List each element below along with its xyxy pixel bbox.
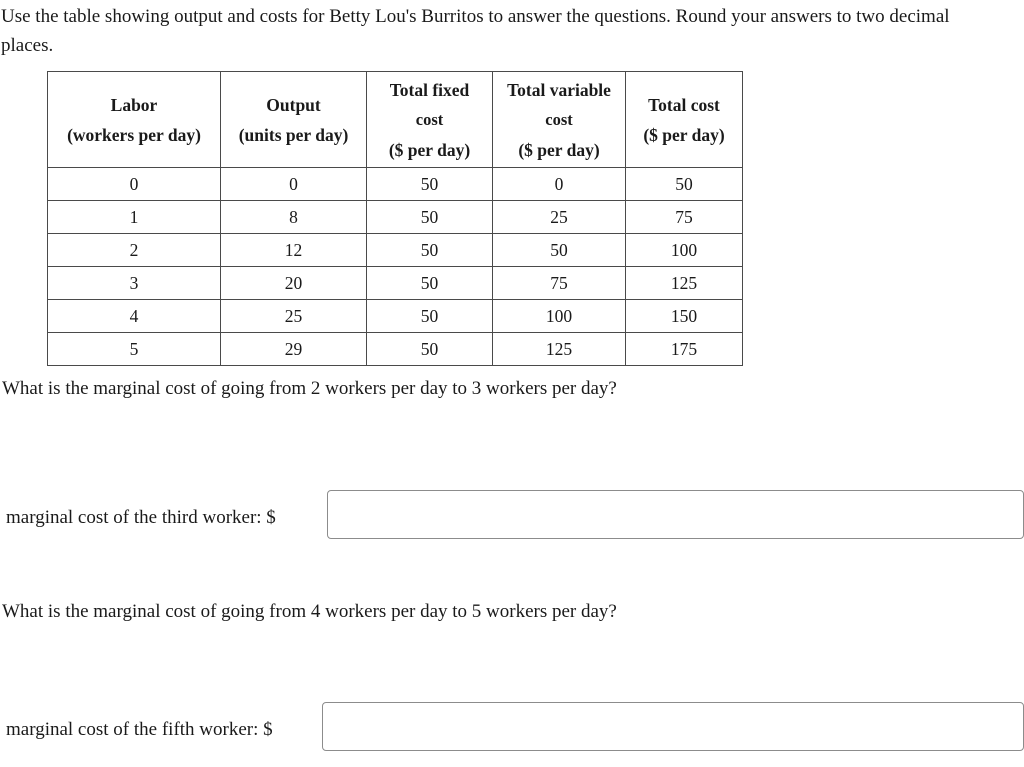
- cell-fixed-cost: 50: [367, 300, 493, 333]
- table-row: [48, 168, 743, 201]
- cell-total-cost: 150: [626, 300, 743, 333]
- cell-output: 0: [221, 168, 367, 201]
- cell-output: 25: [221, 300, 367, 333]
- header-output: [221, 72, 367, 168]
- header-total-cost: [626, 72, 743, 168]
- cell-variable-cost: 25: [493, 201, 626, 234]
- header-labor: [48, 72, 221, 168]
- cell-total-cost: 175: [626, 333, 743, 366]
- cell-variable-cost: 100: [493, 300, 626, 333]
- question-2-text: What is the marginal cost of going from 4 workers per day to 5 workers per day?: [2, 601, 617, 622]
- header-fixed-title: Total fixed: [389, 79, 470, 100]
- cell-labor: 1: [48, 201, 221, 234]
- header-fixed-cost-word: cost: [415, 109, 444, 129]
- third-worker-label: marginal cost of the third worker: $: [6, 507, 276, 528]
- header-variable-cost: [493, 72, 626, 168]
- cell-total-cost: 100: [626, 234, 743, 267]
- header-labor-title: Labor: [110, 94, 158, 115]
- cell-fixed-cost: 50: [367, 234, 493, 267]
- header-fixed-cost: [367, 72, 493, 168]
- header-total-unit: ($ per day): [643, 124, 725, 145]
- cell-labor: 2: [48, 234, 221, 267]
- cell-fixed-cost: 50: [367, 168, 493, 201]
- cell-total-cost: 125: [626, 267, 743, 300]
- cell-output: 12: [221, 234, 367, 267]
- instructions-text: Use the table showing output and costs for Betty Lou's Burritos to answer the questions. Round your answers to two decimal places.: [1, 6, 950, 56]
- cell-labor: 4: [48, 300, 221, 333]
- header-output-title: Output: [266, 94, 321, 115]
- cell-variable-cost: 75: [493, 267, 626, 300]
- cell-output: 8: [221, 201, 367, 234]
- cell-labor: 5: [48, 333, 221, 366]
- cell-fixed-cost: 50: [367, 333, 493, 366]
- cell-fixed-cost: 50: [367, 201, 493, 234]
- cell-variable-cost: 125: [493, 333, 626, 366]
- cell-labor: 3: [48, 267, 221, 300]
- header-fixed-unit: ($ per day): [388, 139, 471, 160]
- cell-fixed-cost: 50: [367, 267, 493, 300]
- cell-labor: 0: [48, 168, 221, 201]
- question-1-text: What is the marginal cost of going from 2 workers per day to 3 workers per day?: [2, 378, 617, 399]
- fifth-worker-answer-input[interactable]: [322, 702, 1024, 751]
- cell-variable-cost: 50: [493, 234, 626, 267]
- header-labor-unit: (workers per day): [67, 124, 201, 145]
- table-row: [48, 267, 743, 300]
- header-variable-unit: ($ per day): [518, 139, 600, 160]
- cell-total-cost: 50: [626, 168, 743, 201]
- header-output-unit: (units per day): [238, 124, 349, 145]
- table-row: [48, 333, 743, 366]
- fifth-worker-label: marginal cost of the fifth worker: $: [6, 719, 273, 740]
- cost-table: [47, 71, 743, 366]
- cell-variable-cost: 0: [493, 168, 626, 201]
- header-variable-cost-word: cost: [545, 109, 573, 129]
- table-row: [48, 300, 743, 333]
- cell-output: 29: [221, 333, 367, 366]
- cell-output: 20: [221, 267, 367, 300]
- table-row: [48, 234, 743, 267]
- third-worker-answer-input[interactable]: [327, 490, 1024, 539]
- cell-total-cost: 75: [626, 201, 743, 234]
- header-total-title: Total cost: [648, 94, 720, 115]
- header-variable-title: Total variable: [507, 79, 611, 100]
- table-header-row: [48, 72, 743, 168]
- table-row: [48, 201, 743, 234]
